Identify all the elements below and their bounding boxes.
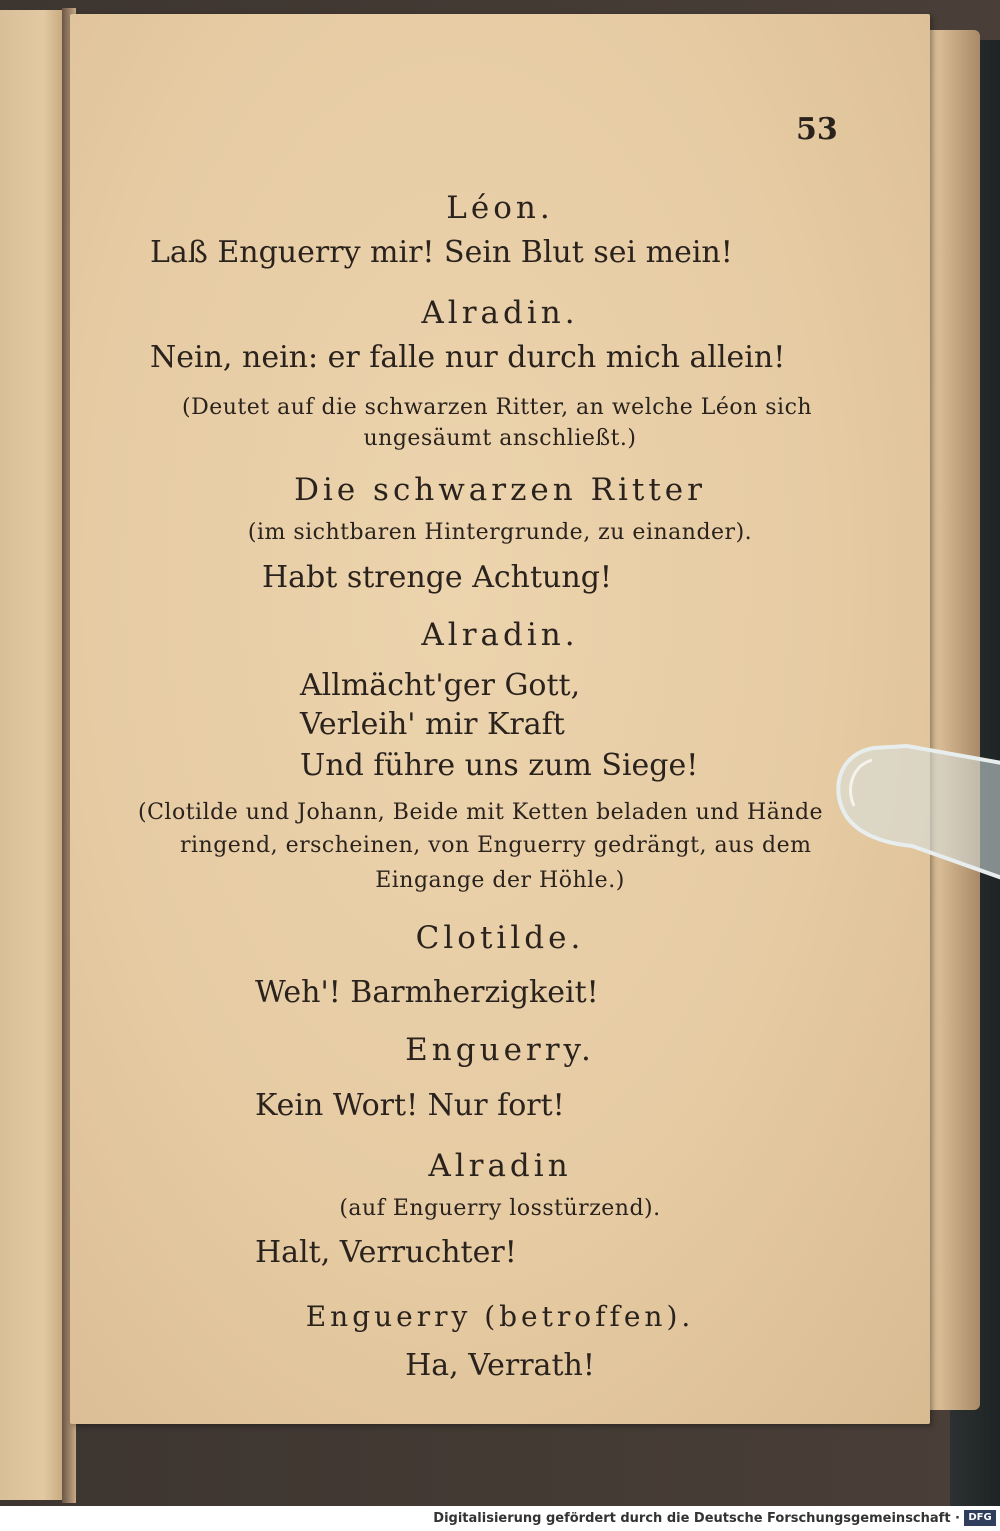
speech-line: Verleih' mir Kraft [300,707,565,742]
speech-line: Allmächt'ger Gott, [300,668,581,703]
stage-direction: Eingange der Höhle.) [375,868,625,893]
speaker-enguerry: Enguerry (betroffen). [305,1300,695,1333]
page-number: 53 [796,112,838,147]
speaker-black-knights: Die schwarzen Ritter [294,472,706,508]
stage-direction: (Clotilde und Johann, Beide mit Ketten beladen und Hände [138,800,824,825]
speech-line: Halt, Verruchter! [255,1235,517,1270]
speech-line: Habt strenge Achtung! [262,560,612,595]
speech-line: Kein Wort! Nur fort! [255,1088,565,1123]
dfg-logo: DFG [964,1510,996,1526]
speaker-alradin: Alradin. [421,617,579,653]
speaker-enguerry: Enguerry. [405,1032,595,1068]
stage-direction: (im sichtbaren Hintergrunde, zu einander). [247,520,753,545]
speaker-clotilde: Clotilde. [415,920,585,956]
speech-line: Laß Enguerry mir! Sein Blut sei mein! [150,235,733,270]
speech-line: Und führe uns zum Siege! [300,748,699,783]
glass-weight-icon [832,738,1000,888]
stage-direction: ringend, erscheinen, von Enguerry gedrängt, aus dem [180,833,812,858]
speaker-alradin: Alradin [428,1148,572,1184]
speech-line: Ha, Verrath! [405,1348,595,1383]
speech-line: Nein, nein: er falle nur durch mich allein! [150,340,786,375]
speaker-leon: Léon. [446,190,554,226]
stage-direction: ungesäumt anschließt.) [363,426,637,451]
left-page-edge [0,10,65,1500]
stage-direction: (Deutet auf die schwarzen Ritter, an welche Léon sich [182,395,813,420]
speaker-alradin: Alradin. [421,295,579,331]
footer-credit: Digitalisierung gefördert durch die Deutsche Forschungsgemeinschaft · [433,1511,960,1526]
stage-direction: (auf Enguerry losstürzend). [339,1196,661,1221]
speech-line: Weh'! Barmherzigkeit! [255,975,599,1010]
footer-bar [0,1506,1000,1531]
